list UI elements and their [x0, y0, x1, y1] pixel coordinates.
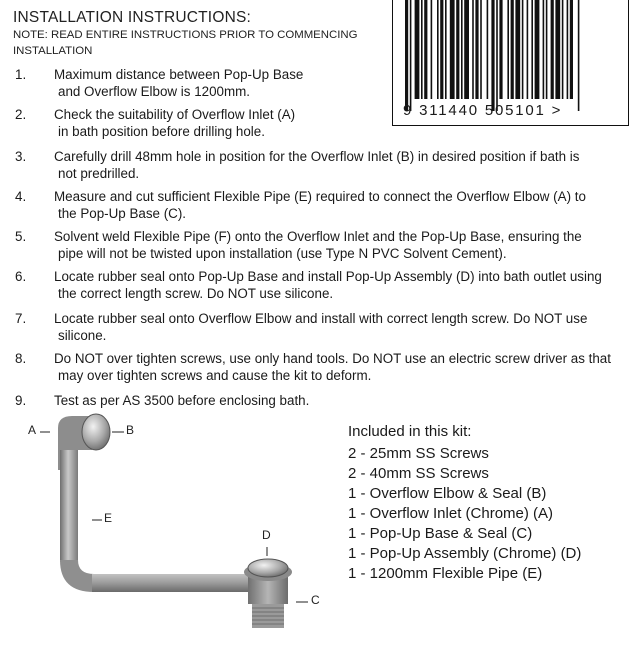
step-number: 5.	[15, 229, 27, 244]
step-line: and Overflow Elbow is 1200mm.	[58, 84, 251, 99]
label-d: D	[262, 528, 271, 542]
step-number: 9.	[15, 393, 27, 408]
step-text	[54, 392, 624, 409]
step-text	[54, 188, 624, 222]
kit-item: 1 - Overflow Elbow & Seal (B)	[348, 485, 547, 502]
waste-kit-diagram	[0, 410, 340, 640]
kit-contents	[348, 422, 581, 584]
step-text	[54, 66, 624, 100]
step-number: 1.	[15, 67, 27, 82]
step-line: Locate rubber seal onto Pop-Up Base and install Pop-Up Assembly (D) into bath outlet using	[54, 269, 602, 284]
kit-item: 1 - 1200mm Flexible Pipe (E)	[348, 565, 543, 582]
step-line: Maximum distance between Pop-Up Base	[54, 67, 304, 82]
page-heading: INSTALLATION INSTRUCTIONS:	[13, 9, 252, 26]
step-line: in bath position before drilling hole.	[58, 124, 265, 139]
flexible-pipe-bend	[60, 560, 94, 592]
kit-title: Included in this kit:	[348, 423, 472, 440]
step-line: silicone.	[58, 328, 107, 343]
step-line: Do NOT over tighten screws, use only hand tools. Do NOT use an electric screw driver as that	[54, 351, 611, 366]
kit-item: 1 - Pop-Up Assembly (Chrome) (D)	[348, 545, 582, 562]
step-text	[54, 148, 624, 182]
barcode-digits: 9 311440 505101 >	[403, 102, 563, 119]
label-c: C	[311, 593, 320, 607]
flexible-pipe-horizontal	[92, 574, 252, 592]
label-b: B	[126, 423, 135, 437]
step-line: Locate rubber seal onto Overflow Elbow and install with correct length screw. Do NOT use	[54, 311, 588, 326]
kit-item: 2 - 25mm SS Screws	[348, 445, 489, 462]
step-number: 4.	[15, 189, 27, 204]
step-number: 6.	[15, 269, 27, 284]
step-line: Measure and cut sufficient Flexible Pipe (E) required to connect the Overflow Elbow (A) to	[54, 189, 586, 204]
step-line: Check the suitability of Overflow Inlet (A)	[54, 107, 296, 122]
note-text: NOTE: READ ENTIRE INSTRUCTIONS PRIOR TO COMMENCING INSTALLATION	[13, 29, 358, 57]
overflow-inlet-cap	[82, 414, 110, 450]
step-line: the Pop-Up Base (C).	[58, 206, 187, 221]
step-text	[54, 228, 624, 262]
label-a: A	[28, 423, 37, 437]
kit-item: 1 - Pop-Up Base & Seal (C)	[348, 525, 533, 542]
step-number: 7.	[15, 311, 27, 326]
kit-item: 2 - 40mm SS Screws	[348, 465, 489, 482]
step-line: Carefully drill 48mm hole in position for the Overflow Inlet (B) in desired position if bath is	[54, 149, 580, 164]
step-line: may over tighten screws and cause the kit to deform.	[58, 368, 372, 383]
step-text	[54, 310, 624, 344]
step-number: 2.	[15, 107, 27, 122]
label-e: E	[104, 511, 113, 525]
flexible-pipe-vertical	[60, 450, 78, 562]
pop-up-assembly	[248, 559, 288, 577]
step-number: 8.	[15, 351, 27, 366]
step-number: 3.	[15, 149, 27, 164]
step-line: Test as per AS 3500 before enclosing bath.	[54, 393, 310, 408]
step-line: Solvent weld Flexible Pipe (F) onto the Overflow Inlet and the Pop-Up Base, ensuring the	[54, 229, 582, 244]
kit-item: 1 - Overflow Inlet (Chrome) (A)	[348, 505, 554, 522]
waste-kit-illustration	[0, 410, 340, 640]
step-text	[54, 350, 624, 384]
step-line: not predrilled.	[58, 166, 140, 181]
step-line: pipe will not be twisted upon installation (use Type N PVC Solvent Cement).	[58, 246, 507, 261]
step-line: the correct length screw. Do NOT use silicone.	[58, 286, 334, 301]
step-text	[54, 106, 624, 140]
step-text	[54, 268, 624, 302]
